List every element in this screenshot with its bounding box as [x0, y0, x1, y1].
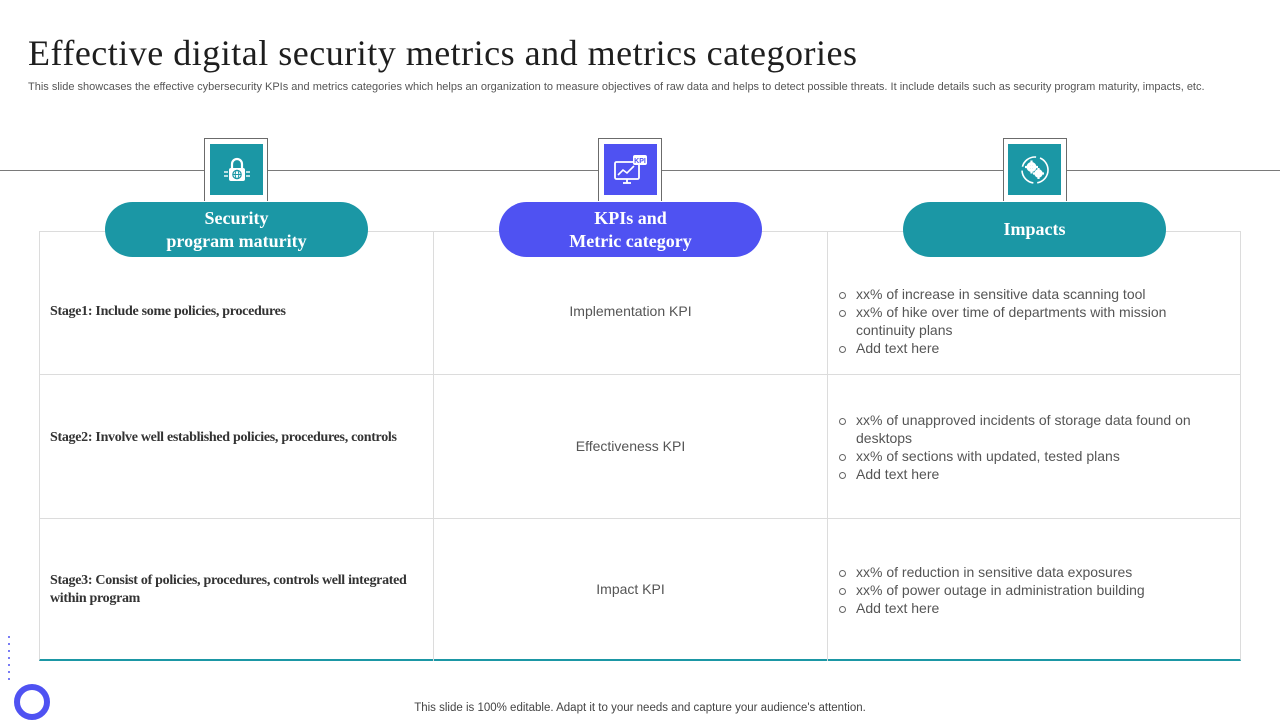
- column-divider: [827, 231, 828, 661]
- header-kpis-metric-category: KPIs and Metric category: [499, 202, 762, 257]
- kpi-1-text: Implementation KPI: [569, 303, 692, 319]
- kpi-3-text: Impact KPI: [596, 581, 665, 597]
- impacts-list-3: [838, 563, 1218, 617]
- list-item: xx% of increase in sensitive data scanning tool: [838, 285, 1218, 303]
- stage-3-text: Stage3: Consist of policies, procedures, controls well integrated within program: [50, 573, 407, 606]
- list-item: Add text here: [838, 465, 1218, 483]
- list-item: xx% of power outage in administration building: [838, 581, 1218, 599]
- page-subtitle: This slide showcases the effective cybersecurity KPIs and metrics categories which helps an organization to measure objectives of raw data and helps to detect possible threats. It include details such as security program maturity, impacts, etc.: [28, 81, 1205, 93]
- list-item: xx% of unapproved incidents of storage data found on desktops: [838, 411, 1218, 447]
- stage-1-text: Stage1: Include some policies, procedures: [50, 304, 286, 319]
- lock-globe-icon: [210, 144, 263, 195]
- list-item: xx% of hike over time of departments with mission continuity plans: [838, 303, 1218, 339]
- kpi-monitor-icon: [604, 144, 657, 195]
- stage-2-text: Stage2: Involve well established policies, procedures, controls: [50, 430, 397, 445]
- decorative-dots: [6, 636, 12, 686]
- header-impacts: Impacts: [903, 202, 1166, 257]
- gears-cycle-icon: [1008, 144, 1061, 195]
- row-divider: [39, 374, 1241, 375]
- list-item: xx% of reduction in sensitive data exposures: [838, 563, 1218, 581]
- kpi-2-text: Effectiveness KPI: [575, 438, 686, 454]
- impacts-list-1: [838, 285, 1218, 357]
- list-item: xx% of sections with updated, tested plans: [838, 447, 1218, 465]
- list-item: Add text here: [838, 339, 1218, 357]
- kpi-badge-label: KPI: [633, 157, 646, 165]
- impacts-list-2: [838, 411, 1218, 483]
- footer-note: This slide is 100% editable. Adapt it to your needs and capture your audience's attention.: [414, 702, 866, 714]
- page-title: Effective digital security metrics and metrics categories: [28, 33, 858, 73]
- header-security-program-maturity: Security program maturity: [105, 202, 368, 257]
- list-item: Add text here: [838, 599, 1218, 617]
- row-divider: [39, 518, 1241, 519]
